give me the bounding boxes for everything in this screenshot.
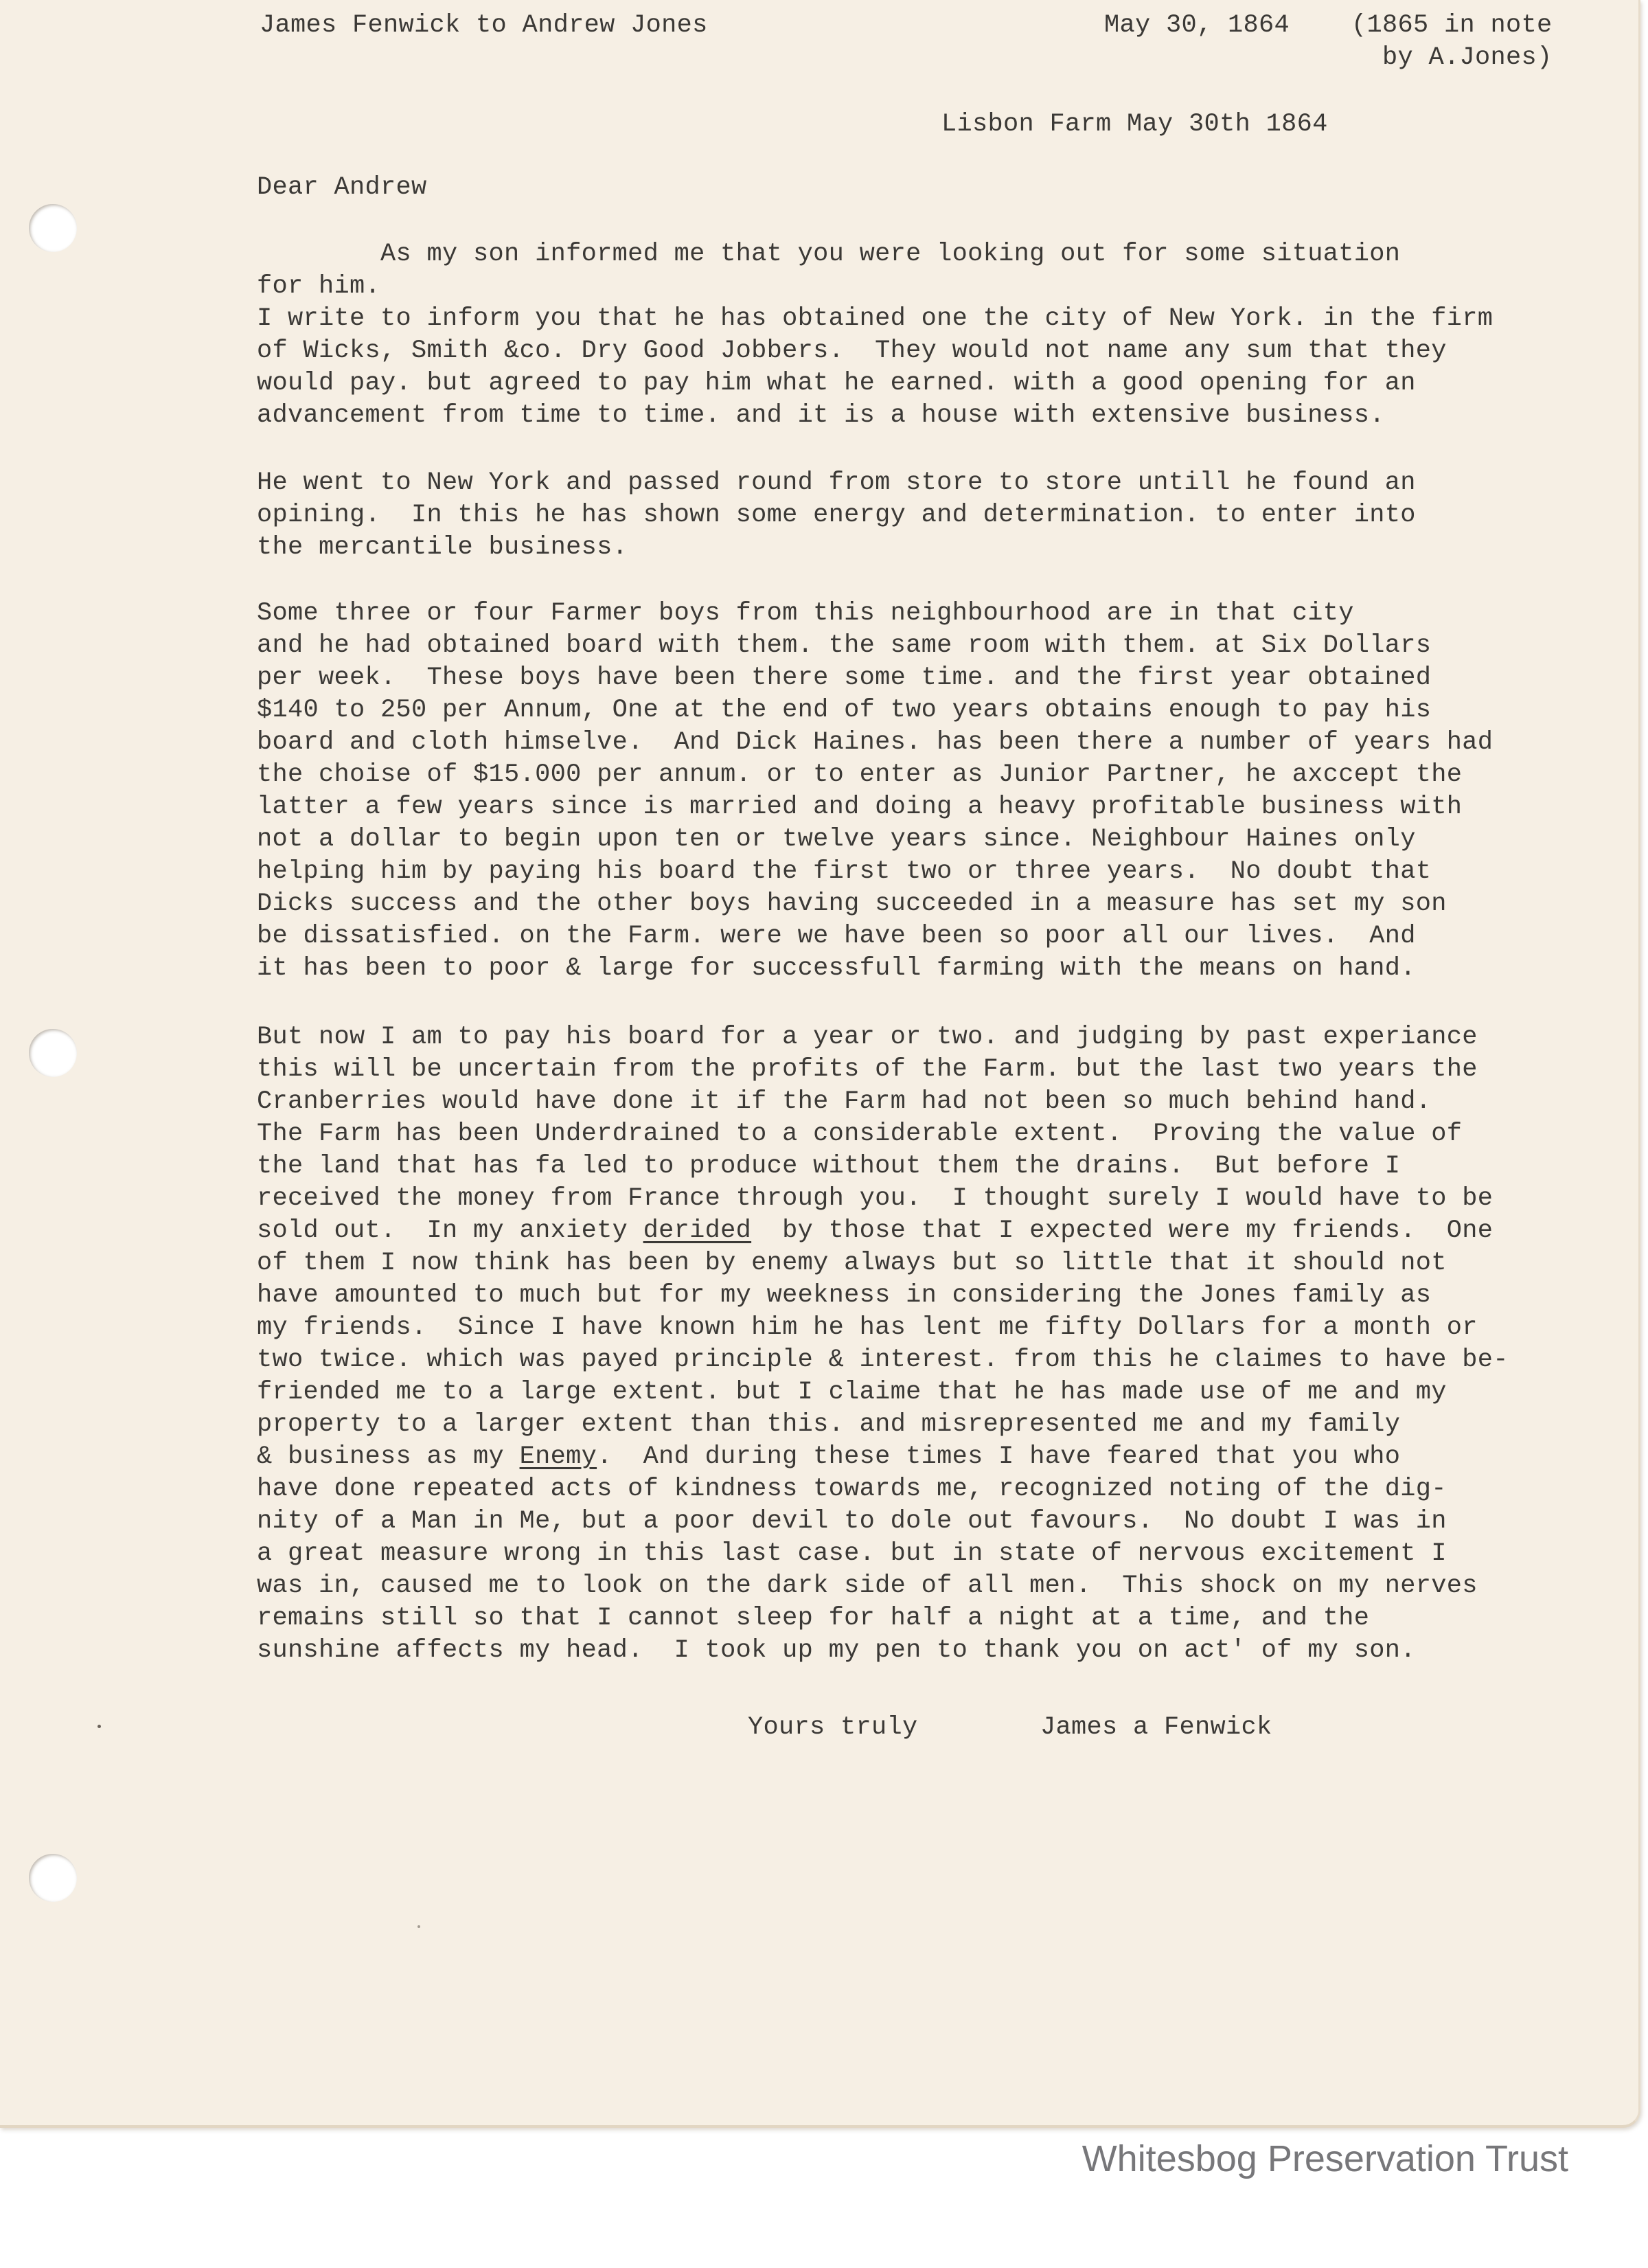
text-line: the mercantile business. <box>257 533 628 562</box>
text-line: was in, caused me to look on the dark side of all men. This shock on my nerves <box>257 1572 1478 1600</box>
text-line: As my son informed me that you were looking out for some situation <box>257 240 1401 269</box>
text-line: of them I now think has been by enemy always but so little that it should not <box>257 1249 1447 1278</box>
text-line-part: sold out. In my anxiety <box>257 1216 643 1245</box>
header-correspondents: James Fenwick to Andrew Jones <box>260 11 708 40</box>
text-line: received the money from France through you. I thought surely I would have to be <box>257 1184 1494 1213</box>
punch-hole <box>29 204 77 252</box>
text-line: I write to inform you that he has obtained one the city of New York. in the firm <box>257 304 1494 333</box>
text-line: Some three or four Farmer boys from this neighbourhood are in that city <box>257 599 1354 628</box>
text-line: per week. These boys have been there some time. and the first year obtained <box>257 664 1432 692</box>
text-line: my friends. Since I have known him he has lent me fifty Dollars for a month or <box>257 1313 1478 1342</box>
punch-hole <box>29 1029 77 1077</box>
text-line: latter a few years since is married and doing a heavy profitable business with <box>257 793 1463 821</box>
header-note <box>1351 10 1553 74</box>
text-line: property to a larger extent than this. and misrepresented me and my family <box>257 1410 1401 1439</box>
header-note-line: by A.Jones) <box>1382 43 1553 72</box>
text-line: $140 to 250 per Annum, One at the end of two years obtains enough to pay his <box>257 696 1432 725</box>
underlined-word: Enemy <box>519 1442 597 1471</box>
signature: James a Fenwick <box>1040 1713 1272 1742</box>
text-line: sunshine affects my head. I took up my pen to thank you on act' of my son. <box>257 1636 1416 1665</box>
header-date: May 30, 1864 <box>1104 11 1290 40</box>
text-line: The Farm has been Underdrained to a considerable extent. Proving the value of <box>257 1120 1463 1148</box>
text-line: have amounted to much but for my weekness in considering the Jones family as <box>257 1281 1432 1310</box>
place-date: Lisbon Farm May 30th 1864 <box>941 110 1328 139</box>
text-line: a great measure wrong in this last case. but in state of nervous excitement I <box>257 1539 1447 1568</box>
text-line: two twice. which was payed principle & interest. from this he claimes to have be- <box>257 1346 1509 1374</box>
paragraph-2 <box>257 467 1416 564</box>
text-line: have done repeated acts of kindness towards me, recognized noting of the dig- <box>257 1475 1447 1504</box>
text-line: Dicks success and the other boys having succeeded in a measure has set my son <box>257 889 1447 918</box>
text-line: be dissatisfied. on the Farm. were we have been so poor all our lives. And <box>257 922 1416 951</box>
text-line: the choise of $15.000 per annum. or to enter as Junior Partner, he axccept the <box>257 760 1463 789</box>
text-line: He went to New York and passed round from store to store untill he found an <box>257 468 1416 497</box>
text-line: nity of a Man in Me, but a poor devil to dole out favours. No doubt I was in <box>257 1507 1447 1536</box>
punch-hole <box>29 1854 77 1902</box>
text-line: would pay. but agreed to pay him what he earned. with a good opening for an <box>257 369 1416 398</box>
paragraph-4 <box>257 1021 1509 1667</box>
paper-speck <box>98 1725 101 1728</box>
text-line: for him. <box>257 272 381 301</box>
text-line-part: & business as my <box>257 1442 520 1471</box>
paragraph-3 <box>257 598 1493 985</box>
text-line-part: by those that I expected were my friends. One <box>751 1216 1494 1245</box>
watermark: Whitesbog Preservation Trust <box>1082 2138 1568 2179</box>
text-line: remains still so that I cannot sleep for half a night at a time, and the <box>257 1604 1370 1633</box>
text-line: it has been to poor & large for successfull farming with the means on hand. <box>257 954 1416 983</box>
text-line: opining. In this he has shown some energy and determination. to enter into <box>257 501 1416 530</box>
underlined-word: derided <box>643 1216 752 1245</box>
text-line: Cranberries would have done it if the Farm had not been so much behind hand. <box>257 1087 1432 1116</box>
text-line: board and cloth himselve. And Dick Haines. has been there a number of years had <box>257 728 1494 757</box>
text-line: of Wicks, Smith &co. Dry Good Jobbers. They would not name any sum that they <box>257 337 1447 365</box>
text-line: this will be uncertain from the profits of the Farm. but the last two years the <box>257 1055 1478 1084</box>
text-line: friended me to a large extent. but I claime that he has made use of me and my <box>257 1378 1447 1407</box>
closing: Yours truly <box>748 1713 918 1742</box>
text-line: advancement from time to time. and it is a house with extensive business. <box>257 401 1385 430</box>
paragraph-1 <box>257 238 1493 432</box>
text-line-part: . And during these times I have feared that you who <box>597 1442 1401 1471</box>
text-line: the land that has fa led to produce without them the drains. But before I <box>257 1152 1401 1181</box>
text-line: helping him by paying his board the first two or three years. No doubt that <box>257 857 1432 886</box>
salutation: Dear Andrew <box>257 173 427 202</box>
paper-speck <box>417 1925 420 1928</box>
text-line: But now I am to pay his board for a year or two. and judging by past experiance <box>257 1023 1478 1052</box>
text-line: and he had obtained board with them. the same room with them. at Six Dollars <box>257 631 1432 660</box>
text-line: not a dollar to begin upon ten or twelve years since. Neighbour Haines only <box>257 825 1416 854</box>
header-note-line: (1865 in note <box>1351 11 1553 40</box>
